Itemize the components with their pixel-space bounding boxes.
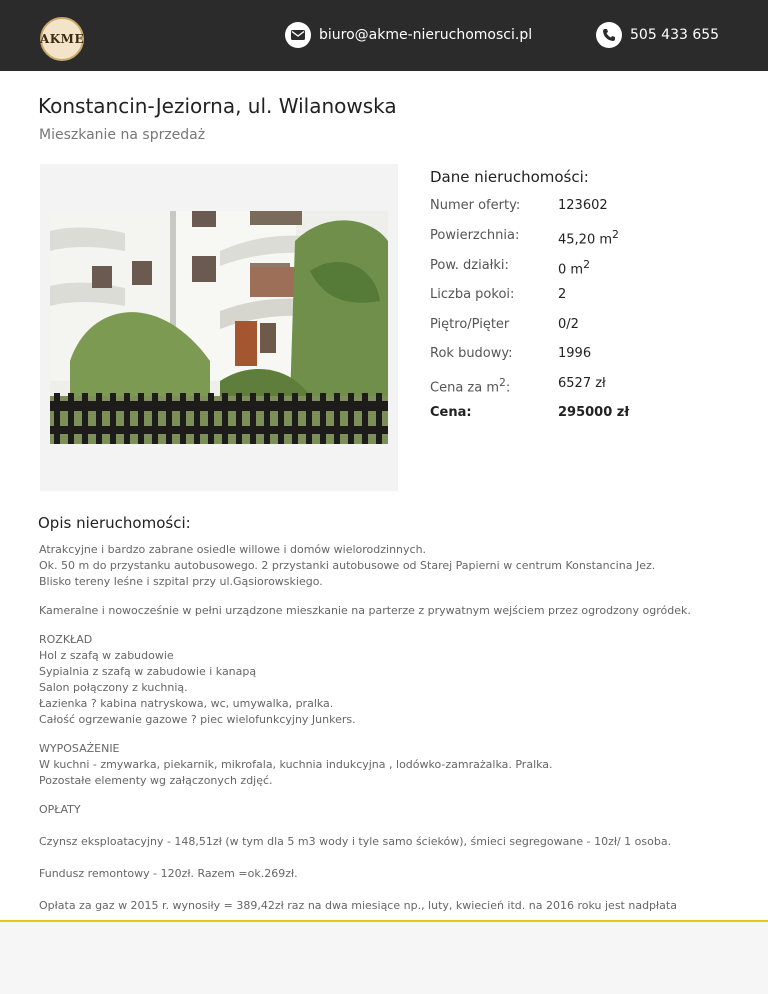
listing-subtitle: Mieszkanie na sprzedaż (39, 127, 206, 143)
detail-label: Cena za $m^2$: (430, 376, 511, 396)
email-link[interactable]: biuro@akme-nieruchomosci.pl (319, 27, 533, 43)
detail-label: Liczba pokoi: (430, 287, 515, 302)
description-paragraph: Czynsz eksploatacyjny - 148,51zł (w tym dla 5 m3 wody i tyle samo ścieków), śmieci segregowane - 10zł/ 1 osoba. (39, 835, 672, 848)
detail-value: 1996 (558, 346, 592, 361)
description-heading: Opis nieruchomości: (38, 514, 191, 532)
photo-frame (40, 164, 398, 491)
listing-title: Konstancin-Jeziorna, ul. Wilanowska (38, 94, 397, 118)
detail-row-floor (430, 317, 750, 347)
description-paragraph: WYPOSAŻENIE W kuchni - zmywarka, piekarnik, mikrofala, kuchnia indukcyjna , lodówko-zamrażalka. Pralka. Pozostałe elementy wg załączonych zdjęć. (39, 742, 553, 787)
description-paragraph: ROZKŁAD Hol z szafą w zabudowie Sypialnia z szafą w zabudowie i kanapą Salon połączony z kuchnią. Łazienka ? kabina natryskowa, wc, umywalka, pralka. Całość ogrzewanie gazowe ? piec wielofunkcyjny Junkers. (39, 633, 356, 726)
detail-label: Piętro/Pięter (430, 317, 510, 332)
property-photo[interactable] (50, 211, 388, 444)
description-paragraph: Kameralne i nowocześnie w pełni urządzone mieszkanie na parterze z prywatnym wejściem przez ogrodzony ogródek. (39, 604, 691, 617)
detail-row-price-per-m2 (430, 376, 750, 406)
phone-link[interactable]: 505 433 655 (630, 27, 720, 43)
phone-icon (596, 22, 622, 48)
description-paragraph: Atrakcyjne i bardzo zabrane osiedle willowe i domów wielorodzinnych. Ok. 50 m do przystanku autobusowego. 2 przystanki autobusowe od Starej Papierni w centrum Konstancina Jez. Blisko tereny leśne i szpital przy ul.Gąsiorowskiego. (39, 543, 656, 588)
detail-value: 0/2 (558, 317, 579, 332)
detail-value: 123602 (558, 198, 608, 213)
detail-row-offer (430, 198, 750, 228)
detail-row-year (430, 346, 750, 376)
detail-label: Rok budowy: (430, 346, 513, 361)
details-heading: Dane nieruchomości: (430, 168, 589, 186)
detail-row-rooms (430, 287, 750, 317)
header-bar (0, 0, 768, 71)
detail-row-plot (430, 258, 750, 288)
detail-label: Numer oferty: (430, 198, 521, 213)
detail-value: 2 (558, 287, 567, 302)
description-body (39, 542, 739, 927)
detail-value: 0 $m^2$ (558, 258, 590, 278)
detail-value: 295000 zł (558, 405, 630, 420)
description-paragraph: Opłata za gaz w 2015 r. wynosiły = 389,42zł raz na dwa miesiące np., luty, kwiecień itd. na 2016 roku jest nadpłata (39, 899, 677, 912)
description-paragraph: OPŁATY (39, 803, 81, 816)
detail-value: 45,20 $m^2$ (558, 228, 619, 248)
footer (0, 922, 768, 994)
phone-contact[interactable] (596, 22, 719, 48)
detail-row-price (430, 405, 750, 435)
description-paragraph: Fundusz remontowy - 120zł. Razem =ok.269zł. (39, 867, 298, 880)
detail-label: Pow. działki: (430, 258, 509, 273)
detail-row-area (430, 228, 750, 258)
email-icon (285, 22, 311, 48)
logo-text: AKME (39, 32, 85, 46)
akme-logo[interactable] (40, 17, 84, 61)
detail-label: Powierzchnia: (430, 228, 520, 243)
detail-label: Cena: (430, 405, 472, 420)
detail-value: 6527 zł (558, 376, 606, 391)
email-contact[interactable] (285, 22, 532, 48)
